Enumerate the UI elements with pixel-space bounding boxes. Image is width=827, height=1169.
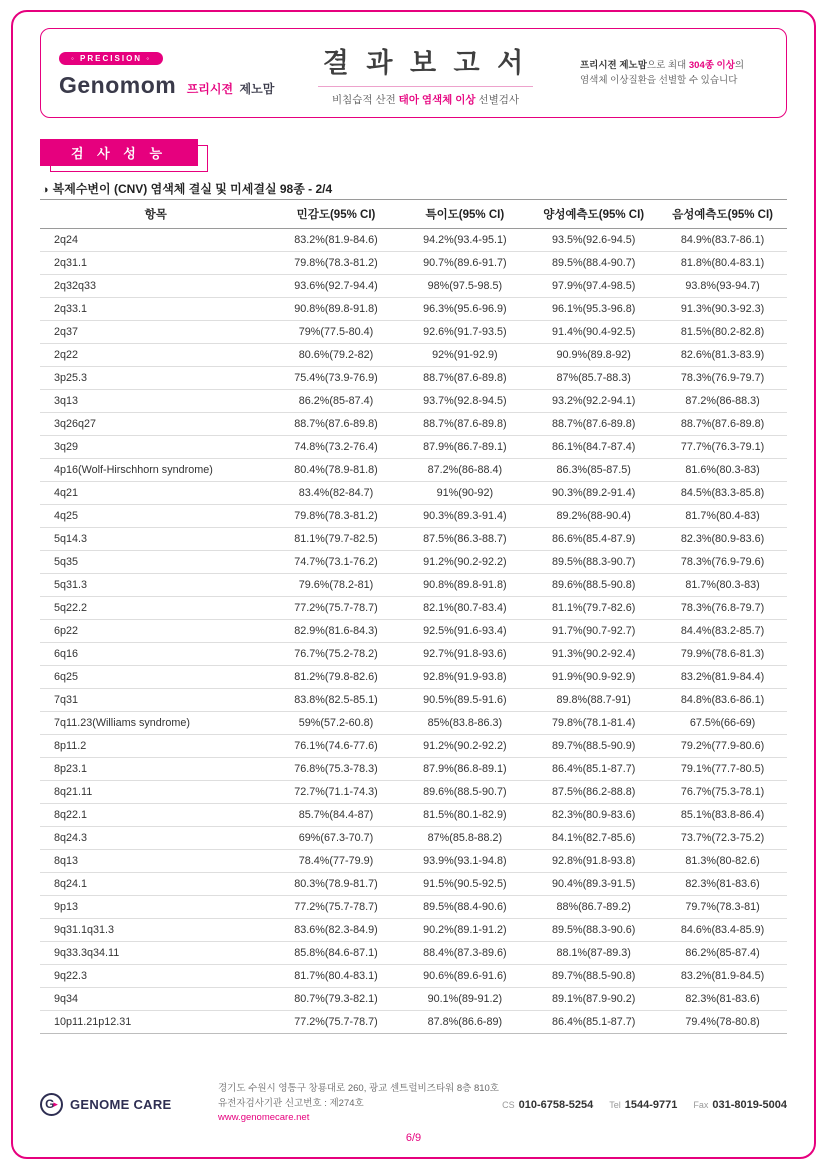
metric-cell: 74.7%(73.1-76.2) xyxy=(272,551,401,574)
metric-cell: 87%(85.8-88.2) xyxy=(400,827,529,850)
contact-fax-label: Fax xyxy=(693,1100,709,1111)
table-row xyxy=(40,758,787,781)
metric-cell: 80.7%(79.3-82.1) xyxy=(272,988,401,1011)
metric-cell: 98%(97.5-98.5) xyxy=(400,275,529,298)
column-header-ppv: 양성예측도(95% CI) xyxy=(529,200,658,229)
item-name-cell: 2q31.1 xyxy=(40,252,272,275)
metric-cell: 90.7%(89.6-91.7) xyxy=(400,252,529,275)
table-row xyxy=(40,620,787,643)
item-name-cell: 9q22.3 xyxy=(40,965,272,988)
metric-cell: 76.7%(75.2-78.2) xyxy=(272,643,401,666)
metric-cell: 81.3%(80-82.6) xyxy=(658,850,787,873)
description-end: 의 xyxy=(734,59,745,71)
subtitle-post: 선별검사 xyxy=(475,94,520,106)
description-line1 xyxy=(580,58,768,73)
metric-cell: 79.2%(77.9-80.6) xyxy=(658,735,787,758)
metric-cell: 90.8%(89.8-91.8) xyxy=(272,298,401,321)
item-name-cell: 9q33.3q34.11 xyxy=(40,942,272,965)
metric-cell: 93.5%(92.6-94.5) xyxy=(529,229,658,252)
metric-cell: 67.5%(66-69) xyxy=(658,712,787,735)
table-row xyxy=(40,574,787,597)
table-row xyxy=(40,827,787,850)
metric-cell: 76.1%(74.6-77.6) xyxy=(272,735,401,758)
metric-cell: 89.2%(88-90.4) xyxy=(529,505,658,528)
metric-cell: 88.7%(87.6-89.8) xyxy=(658,413,787,436)
metric-cell: 89.5%(88.4-90.7) xyxy=(529,252,658,275)
table-row xyxy=(40,781,787,804)
metric-cell: 77.2%(75.7-78.7) xyxy=(272,896,401,919)
metric-cell: 93.9%(93.1-94.8) xyxy=(400,850,529,873)
subtitle-highlight: 태아 염색체 이상 xyxy=(398,94,476,106)
metric-cell: 86.2%(85-87.4) xyxy=(272,390,401,413)
metric-cell: 79.8%(78.3-81.2) xyxy=(272,505,401,528)
footer xyxy=(40,1082,787,1126)
brand-name-kr-pink: 프리시젼 xyxy=(186,81,234,96)
table-row xyxy=(40,988,787,1011)
item-name-cell: 5q22.2 xyxy=(40,597,272,620)
metric-cell: 90.2%(89.1-91.2) xyxy=(400,919,529,942)
metric-cell: 73.7%(72.3-75.2) xyxy=(658,827,787,850)
metric-cell: 90.3%(89.2-91.4) xyxy=(529,482,658,505)
table-row xyxy=(40,712,787,735)
table-row xyxy=(40,505,787,528)
table-row xyxy=(40,482,787,505)
contact-tel-label: Tel xyxy=(609,1100,621,1111)
item-name-cell: 8p11.2 xyxy=(40,735,272,758)
description-highlight: 304종 이상 xyxy=(688,59,735,71)
contact-cs-label: CS xyxy=(502,1100,515,1111)
item-name-cell: 5q14.3 xyxy=(40,528,272,551)
metric-cell: 59%(57.2-60.8) xyxy=(272,712,401,735)
column-header-specificity: 특이도(95% CI) xyxy=(400,200,529,229)
genomecare-logo-text: GENOME CARE xyxy=(70,1096,172,1112)
item-name-cell: 8q21.11 xyxy=(40,781,272,804)
metric-cell: 79.8%(78.3-81.2) xyxy=(272,252,401,275)
table-row xyxy=(40,804,787,827)
metric-cell: 92.8%(91.8-93.8) xyxy=(529,850,658,873)
table-row xyxy=(40,850,787,873)
logo-arrow-icon: ▸ xyxy=(53,1098,58,1109)
metric-cell: 90.8%(89.8-91.8) xyxy=(400,574,529,597)
subtitle-pre: 비침습적 산전 xyxy=(331,94,399,106)
description-mid: 으로 최대 xyxy=(646,59,689,71)
brand-logo xyxy=(59,48,275,99)
table-row xyxy=(40,965,787,988)
metric-cell: 85.8%(84.6-87.1) xyxy=(272,942,401,965)
table-row xyxy=(40,919,787,942)
metric-cell: 91.2%(90.2-92.2) xyxy=(400,735,529,758)
table-row xyxy=(40,643,787,666)
metric-cell: 76.7%(75.3-78.1) xyxy=(658,781,787,804)
metric-cell: 72.7%(71.1-74.3) xyxy=(272,781,401,804)
contact-cs-value: 010-6758-5254 xyxy=(518,1099,594,1112)
header-description xyxy=(580,58,768,88)
metric-cell: 90.1%(89-91.2) xyxy=(400,988,529,1011)
item-name-cell: 2q37 xyxy=(40,321,272,344)
metric-cell: 83.6%(82.3-84.9) xyxy=(272,919,401,942)
metric-cell: 82.3%(80.9-83.6) xyxy=(658,528,787,551)
metric-cell: 79.9%(78.6-81.3) xyxy=(658,643,787,666)
metric-cell: 86.6%(85.4-87.9) xyxy=(529,528,658,551)
report-header xyxy=(40,28,787,118)
metric-cell: 81.1%(79.7-82.5) xyxy=(272,528,401,551)
metric-cell: 83.2%(81.9-84.5) xyxy=(658,965,787,988)
item-name-cell: 2q24 xyxy=(40,229,272,252)
item-name-cell: 7q11.23(Williams syndrome) xyxy=(40,712,272,735)
item-name-cell: 2q32q33 xyxy=(40,275,272,298)
metric-cell: 84.4%(83.2-85.7) xyxy=(658,620,787,643)
metric-cell: 88%(86.7-89.2) xyxy=(529,896,658,919)
metric-cell: 82.3%(80.9-83.6) xyxy=(529,804,658,827)
metric-cell: 93.6%(92.7-94.4) xyxy=(272,275,401,298)
metric-cell: 82.9%(81.6-84.3) xyxy=(272,620,401,643)
table-row xyxy=(40,551,787,574)
metric-cell: 81.5%(80.2-82.8) xyxy=(658,321,787,344)
metric-cell: 88.4%(87.3-89.6) xyxy=(400,942,529,965)
metric-cell: 79.6%(78.2-81) xyxy=(272,574,401,597)
table-row xyxy=(40,413,787,436)
metric-cell: 87%(85.7-88.3) xyxy=(529,367,658,390)
metric-cell: 89.7%(88.5-90.9) xyxy=(529,735,658,758)
metric-cell: 89.6%(88.5-90.7) xyxy=(400,781,529,804)
metric-cell: 83.4%(82-84.7) xyxy=(272,482,401,505)
item-name-cell: 8p23.1 xyxy=(40,758,272,781)
metric-cell: 84.5%(83.3-85.8) xyxy=(658,482,787,505)
metric-cell: 89.7%(88.5-90.8) xyxy=(529,965,658,988)
item-name-cell: 9q34 xyxy=(40,988,272,1011)
contact-fax-value: 031-8019-5004 xyxy=(712,1099,787,1112)
table-row xyxy=(40,735,787,758)
table-row xyxy=(40,252,787,275)
item-name-cell: 5q31.3 xyxy=(40,574,272,597)
table-row xyxy=(40,689,787,712)
metric-cell: 81.7%(80.4-83.1) xyxy=(272,965,401,988)
metric-cell: 91.2%(90.2-92.2) xyxy=(400,551,529,574)
table-row xyxy=(40,666,787,689)
precision-badge: ◦ PRECISION ◦ xyxy=(59,52,163,65)
metric-cell: 74.8%(73.2-76.4) xyxy=(272,436,401,459)
table-row xyxy=(40,873,787,896)
page-number: 6/9 xyxy=(405,1132,422,1144)
item-name-cell: 2q22 xyxy=(40,344,272,367)
item-name-cell: 6q25 xyxy=(40,666,272,689)
metric-cell: 90.4%(89.3-91.5) xyxy=(529,873,658,896)
report-subtitle xyxy=(271,92,580,107)
metric-cell: 84.8%(83.6-86.1) xyxy=(658,689,787,712)
metric-cell: 90.6%(89.6-91.6) xyxy=(400,965,529,988)
metric-cell: 96.3%(95.6-96.9) xyxy=(400,298,529,321)
metric-cell: 91.7%(90.7-92.7) xyxy=(529,620,658,643)
table-row xyxy=(40,298,787,321)
metric-cell: 79.4%(78-80.8) xyxy=(658,1011,787,1034)
metric-cell: 86.4%(85.1-87.7) xyxy=(529,758,658,781)
column-header-npv: 음성예측도(95% CI) xyxy=(658,200,787,229)
performance-table-wrap xyxy=(40,199,787,1034)
genomecare-logo xyxy=(40,1093,218,1116)
metric-cell: 88.1%(87-89.3) xyxy=(529,942,658,965)
item-name-cell: 3q29 xyxy=(40,436,272,459)
item-name-cell: 4p16(Wolf-Hirschhorn syndrome) xyxy=(40,459,272,482)
column-header-sensitivity: 민감도(95% CI) xyxy=(272,200,401,229)
metric-cell: 92%(91-92.9) xyxy=(400,344,529,367)
item-name-cell: 6q16 xyxy=(40,643,272,666)
table-row xyxy=(40,275,787,298)
metric-cell: 80.4%(78.9-81.8) xyxy=(272,459,401,482)
metric-cell: 87.2%(86-88.4) xyxy=(400,459,529,482)
metric-cell: 91%(90-92) xyxy=(400,482,529,505)
brand-line xyxy=(59,71,275,99)
metric-cell: 94.2%(93.4-95.1) xyxy=(400,229,529,252)
metric-cell: 90.5%(89.5-91.6) xyxy=(400,689,529,712)
metric-cell: 87.9%(86.7-89.1) xyxy=(400,436,529,459)
metric-cell: 93.7%(92.8-94.5) xyxy=(400,390,529,413)
metric-cell: 83.2%(81.9-84.4) xyxy=(658,666,787,689)
metric-cell: 86.4%(85.1-87.7) xyxy=(529,1011,658,1034)
contact-tel xyxy=(609,1095,677,1113)
metric-cell: 89.5%(88.3-90.6) xyxy=(529,919,658,942)
metric-cell: 79.8%(78.1-81.4) xyxy=(529,712,658,735)
metric-cell: 88.7%(87.6-89.8) xyxy=(272,413,401,436)
footer-address xyxy=(218,1082,502,1126)
table-row xyxy=(40,229,787,252)
metric-cell: 84.6%(83.4-85.9) xyxy=(658,919,787,942)
metric-cell: 91.3%(90.3-92.3) xyxy=(658,298,787,321)
contact-tel-value: 1544-9771 xyxy=(624,1099,678,1112)
metric-cell: 82.3%(81-83.6) xyxy=(658,873,787,896)
metric-cell: 78.3%(76.8-79.7) xyxy=(658,597,787,620)
metric-cell: 81.5%(80.1-82.9) xyxy=(400,804,529,827)
metric-cell: 92.6%(91.7-93.5) xyxy=(400,321,529,344)
item-name-cell: 8q13 xyxy=(40,850,272,873)
table-note xyxy=(42,180,332,197)
item-name-cell: 8q22.1 xyxy=(40,804,272,827)
genomecare-logo-icon xyxy=(40,1093,63,1116)
table-header-row xyxy=(40,200,787,229)
table-row xyxy=(40,390,787,413)
report-title: 결 과 보 고 서 xyxy=(322,48,529,78)
metric-cell: 78.3%(76.9-79.7) xyxy=(658,367,787,390)
metric-cell: 77.7%(76.3-79.1) xyxy=(658,436,787,459)
metric-cell: 78.4%(77-79.9) xyxy=(272,850,401,873)
metric-cell: 83.8%(82.5-85.1) xyxy=(272,689,401,712)
metric-cell: 84.1%(82.7-85.6) xyxy=(529,827,658,850)
metric-cell: 81.2%(79.8-82.6) xyxy=(272,666,401,689)
column-header-item: 항목 xyxy=(40,200,272,229)
metric-cell: 82.1%(80.7-83.4) xyxy=(400,597,529,620)
metric-cell: 76.8%(75.3-78.3) xyxy=(272,758,401,781)
footer-contacts xyxy=(502,1095,787,1113)
performance-table xyxy=(40,199,787,1034)
item-name-cell: 8q24.1 xyxy=(40,873,272,896)
title-divider xyxy=(318,86,533,87)
item-name-cell: 3p25.3 xyxy=(40,367,272,390)
half-circle-icon: ◑ xyxy=(42,184,49,196)
metric-cell: 77.2%(75.7-78.7) xyxy=(272,1011,401,1034)
metric-cell: 90.3%(89.3-91.4) xyxy=(400,505,529,528)
metric-cell: 78.3%(76.9-79.6) xyxy=(658,551,787,574)
metric-cell: 89.6%(88.5-90.8) xyxy=(529,574,658,597)
metric-cell: 80.3%(78.9-81.7) xyxy=(272,873,401,896)
description-line2: 염색체 이상질환을 선별할 수 있습니다 xyxy=(580,75,738,86)
metric-cell: 88.7%(87.6-89.8) xyxy=(529,413,658,436)
table-row xyxy=(40,321,787,344)
item-name-cell: 2q33.1 xyxy=(40,298,272,321)
address-line1: 경기도 수원시 영통구 창룡대로 260, 광교 센트럴비즈타워 8층 810호 xyxy=(218,1083,499,1094)
table-row xyxy=(40,942,787,965)
contact-cs xyxy=(502,1095,593,1113)
item-name-cell: 10p11.21p12.31 xyxy=(40,1011,272,1034)
metric-cell: 91.4%(90.4-92.5) xyxy=(529,321,658,344)
table-note-text: 복제수변이 (CNV) 염색체 결실 및 미세결실 98종 - 2/4 xyxy=(52,182,333,196)
metric-cell: 93.8%(93-94.7) xyxy=(658,275,787,298)
metric-cell: 79%(77.5-80.4) xyxy=(272,321,401,344)
metric-cell: 92.7%(91.8-93.6) xyxy=(400,643,529,666)
item-name-cell: 6p22 xyxy=(40,620,272,643)
table-row xyxy=(40,1011,787,1034)
item-name-cell: 7q31 xyxy=(40,689,272,712)
brand-name-kr-dark: 제노맘 xyxy=(239,81,275,96)
metric-cell: 86.3%(85-87.5) xyxy=(529,459,658,482)
metric-cell: 89.5%(88.3-90.7) xyxy=(529,551,658,574)
table-row xyxy=(40,436,787,459)
metric-cell: 89.8%(88.7-91) xyxy=(529,689,658,712)
metric-cell: 81.7%(80.4-83) xyxy=(658,505,787,528)
metric-cell: 89.5%(88.4-90.6) xyxy=(400,896,529,919)
metric-cell: 81.6%(80.3-83) xyxy=(658,459,787,482)
metric-cell: 81.1%(79.7-82.6) xyxy=(529,597,658,620)
metric-cell: 91.3%(90.2-92.4) xyxy=(529,643,658,666)
metric-cell: 89.1%(87.9-90.2) xyxy=(529,988,658,1011)
metric-cell: 79.7%(78.3-81) xyxy=(658,896,787,919)
item-name-cell: 8q24.3 xyxy=(40,827,272,850)
metric-cell: 96.1%(95.3-96.8) xyxy=(529,298,658,321)
metric-cell: 85.7%(84.4-87) xyxy=(272,804,401,827)
metric-cell: 90.9%(89.8-92) xyxy=(529,344,658,367)
metric-cell: 85.1%(83.8-86.4) xyxy=(658,804,787,827)
contact-fax xyxy=(693,1095,787,1113)
section-heading xyxy=(40,139,220,175)
metric-cell: 84.9%(83.7-86.1) xyxy=(658,229,787,252)
section-title: 검 사 성 능 xyxy=(40,139,198,166)
metric-cell: 87.5%(86.3-88.7) xyxy=(400,528,529,551)
metric-cell: 81.8%(80.4-83.1) xyxy=(658,252,787,275)
website-link[interactable]: www.genomecare.net xyxy=(218,1112,310,1124)
item-name-cell: 9p13 xyxy=(40,896,272,919)
metric-cell: 77.2%(75.7-78.7) xyxy=(272,597,401,620)
item-name-cell: 5q35 xyxy=(40,551,272,574)
metric-cell: 83.2%(81.9-84.6) xyxy=(272,229,401,252)
metric-cell: 82.3%(81-83.6) xyxy=(658,988,787,1011)
metric-cell: 80.6%(79.2-82) xyxy=(272,344,401,367)
metric-cell: 82.6%(81.3-83.9) xyxy=(658,344,787,367)
item-name-cell: 9q31.1q31.3 xyxy=(40,919,272,942)
metric-cell: 91.9%(90.9-92.9) xyxy=(529,666,658,689)
metric-cell: 97.9%(97.4-98.5) xyxy=(529,275,658,298)
metric-cell: 92.5%(91.6-93.4) xyxy=(400,620,529,643)
description-brand: 프리시젼 제노맘 xyxy=(580,59,647,71)
table-row xyxy=(40,528,787,551)
metric-cell: 86.2%(85-87.4) xyxy=(658,942,787,965)
item-name-cell: 4q21 xyxy=(40,482,272,505)
table-row xyxy=(40,459,787,482)
metric-cell: 85%(83.8-86.3) xyxy=(400,712,529,735)
metric-cell: 87.8%(86.6-89) xyxy=(400,1011,529,1034)
metric-cell: 86.1%(84.7-87.4) xyxy=(529,436,658,459)
metric-cell: 87.9%(86.8-89.1) xyxy=(400,758,529,781)
metric-cell: 88.7%(87.6-89.8) xyxy=(400,367,529,390)
metric-cell: 87.2%(86-88.3) xyxy=(658,390,787,413)
metric-cell: 79.1%(77.7-80.5) xyxy=(658,758,787,781)
address-line2: 유전자검사기관 신고번호 : 제274호 xyxy=(218,1097,364,1109)
title-block xyxy=(271,39,580,107)
metric-cell: 87.5%(86.2-88.8) xyxy=(529,781,658,804)
metric-cell: 75.4%(73.9-76.9) xyxy=(272,367,401,390)
metric-cell: 69%(67.3-70.7) xyxy=(272,827,401,850)
item-name-cell: 3q26q27 xyxy=(40,413,272,436)
item-name-cell: 4q25 xyxy=(40,505,272,528)
metric-cell: 91.5%(90.5-92.5) xyxy=(400,873,529,896)
table-row xyxy=(40,597,787,620)
table-row xyxy=(40,367,787,390)
metric-cell: 88.7%(87.6-89.8) xyxy=(400,413,529,436)
metric-cell: 92.8%(91.9-93.8) xyxy=(400,666,529,689)
table-row xyxy=(40,344,787,367)
metric-cell: 81.7%(80.3-83) xyxy=(658,574,787,597)
item-name-cell: 3q13 xyxy=(40,390,272,413)
table-row xyxy=(40,896,787,919)
logo-letter: G xyxy=(45,1097,55,1112)
metric-cell: 93.2%(92.2-94.1) xyxy=(529,390,658,413)
brand-name-en: Genomom xyxy=(59,71,177,98)
table-body xyxy=(40,229,787,1034)
